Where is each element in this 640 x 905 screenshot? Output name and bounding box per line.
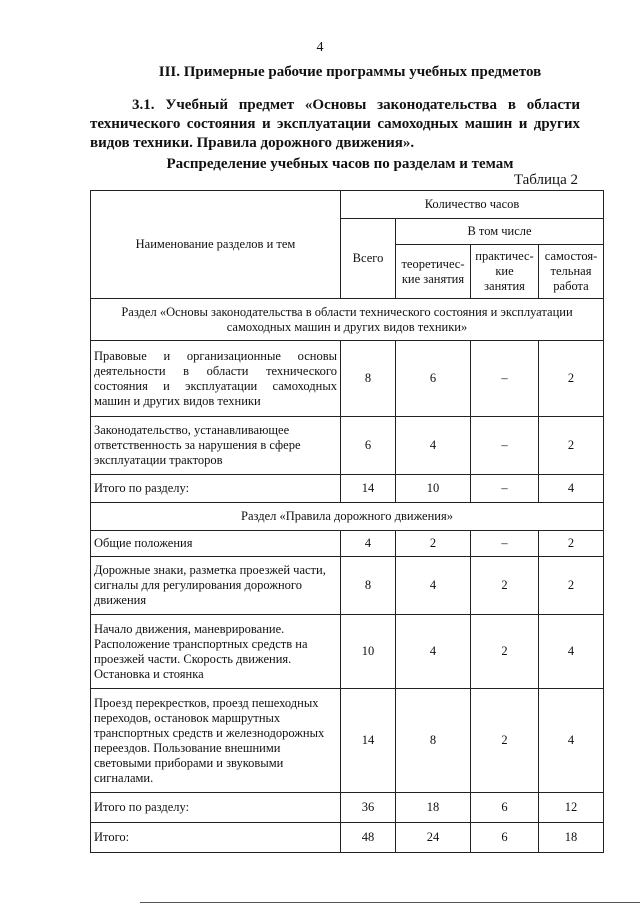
subtotal-name: Итого по разделу: <box>91 475 341 503</box>
subtotal-total: 14 <box>341 475 396 503</box>
hours-table <box>90 190 604 853</box>
table-row <box>91 531 604 557</box>
row-theory: 4 <box>396 417 471 475</box>
row-theory: 6 <box>396 341 471 417</box>
header-row-1 <box>91 191 604 219</box>
row-practice: – <box>471 341 539 417</box>
row-theory: 8 <box>396 689 471 793</box>
subtotal-self: 12 <box>539 793 604 823</box>
row-total: 8 <box>341 341 396 417</box>
distribution-title: Распределение учебных часов по разделам и темам <box>166 156 514 172</box>
row-name: Дорожные знаки, разметка проезжей части, сигналы для регулирования дорожного движения <box>91 557 341 615</box>
subtotal-practice: – <box>471 475 539 503</box>
table-caption: Таблица 2 <box>513 172 578 188</box>
header-self: самостоя-тельная работа <box>539 245 604 299</box>
row-total: 14 <box>341 689 396 793</box>
section-1-title: Раздел «Основы законодательства в области технического состояния и эксплуатации самоходных машин и других видов техники» <box>91 299 604 341</box>
grand-total-practice: 6 <box>471 823 539 853</box>
table-row <box>91 417 604 475</box>
row-total: 8 <box>341 557 396 615</box>
section-row <box>91 299 604 341</box>
grand-total-theory: 24 <box>396 823 471 853</box>
row-total: 10 <box>341 615 396 689</box>
row-name: Проезд перекрестков, проезд пешеходных переходов, остановок маршрутных транспортных средств и железнодорожных переездов. Пользование внешними световыми приборами и звуковыми сигналами. <box>91 689 341 793</box>
subtotal-theory: 18 <box>396 793 471 823</box>
row-total: 4 <box>341 531 396 557</box>
header-including: В том числе <box>396 219 604 245</box>
subtotal-total: 36 <box>341 793 396 823</box>
header-total: Всего <box>341 219 396 299</box>
row-total: 6 <box>341 417 396 475</box>
row-name: Общие положения <box>91 531 341 557</box>
row-theory: 2 <box>396 531 471 557</box>
row-theory: 4 <box>396 615 471 689</box>
row-self: 2 <box>539 417 604 475</box>
row-practice: 2 <box>471 689 539 793</box>
table-row <box>91 689 604 793</box>
grand-total-self: 18 <box>539 823 604 853</box>
table-row <box>91 341 604 417</box>
grand-total-row <box>91 823 604 853</box>
row-name: Правовые и организационные основы деятельности в области технического состояния и эксплуатации самоходных машин и других видов техники <box>91 341 341 417</box>
header-theory: теоретичес-кие занятия <box>396 245 471 299</box>
header-practice: практичес-кие занятия <box>471 245 539 299</box>
grand-total-total: 48 <box>341 823 396 853</box>
grand-total-name: Итого: <box>91 823 341 853</box>
section-row <box>91 503 604 531</box>
row-theory: 4 <box>396 557 471 615</box>
header-hours: Количество часов <box>341 191 604 219</box>
subject-title: 3.1. Учебный предмет «Основы законодательства в области технического состояния и эксплуатации самоходных машин и других видов техники. Правила дорожного движения». <box>90 97 580 151</box>
row-self: 2 <box>539 557 604 615</box>
row-practice: – <box>471 417 539 475</box>
header-name-col: Наименование разделов и тем <box>91 191 341 299</box>
table-row <box>91 615 604 689</box>
row-practice: 2 <box>471 557 539 615</box>
section-title: III. Примерные рабочие программы учебных предметов <box>158 64 542 80</box>
page-number: 4 <box>316 40 324 55</box>
row-name: Законодательство, устанавливающее ответственность за нарушения в сфере эксплуатации тракторов <box>91 417 341 475</box>
subtotal-theory: 10 <box>396 475 471 503</box>
row-self: 4 <box>539 689 604 793</box>
subtotal-row <box>91 793 604 823</box>
row-self: 2 <box>539 341 604 417</box>
page-edge-line <box>140 902 640 903</box>
row-practice: 2 <box>471 615 539 689</box>
subtotal-row <box>91 475 604 503</box>
row-self: 4 <box>539 615 604 689</box>
row-self: 2 <box>539 531 604 557</box>
section-2-title: Раздел «Правила дорожного движения» <box>91 503 604 531</box>
row-name: Начало движения, маневрирование. Расположение транспортных средств на проезжей части. Скорость движения. Остановка и стоянка <box>91 615 341 689</box>
subtotal-name: Итого по разделу: <box>91 793 341 823</box>
subtotal-self: 4 <box>539 475 604 503</box>
subtotal-practice: 6 <box>471 793 539 823</box>
table-row <box>91 557 604 615</box>
row-practice: – <box>471 531 539 557</box>
